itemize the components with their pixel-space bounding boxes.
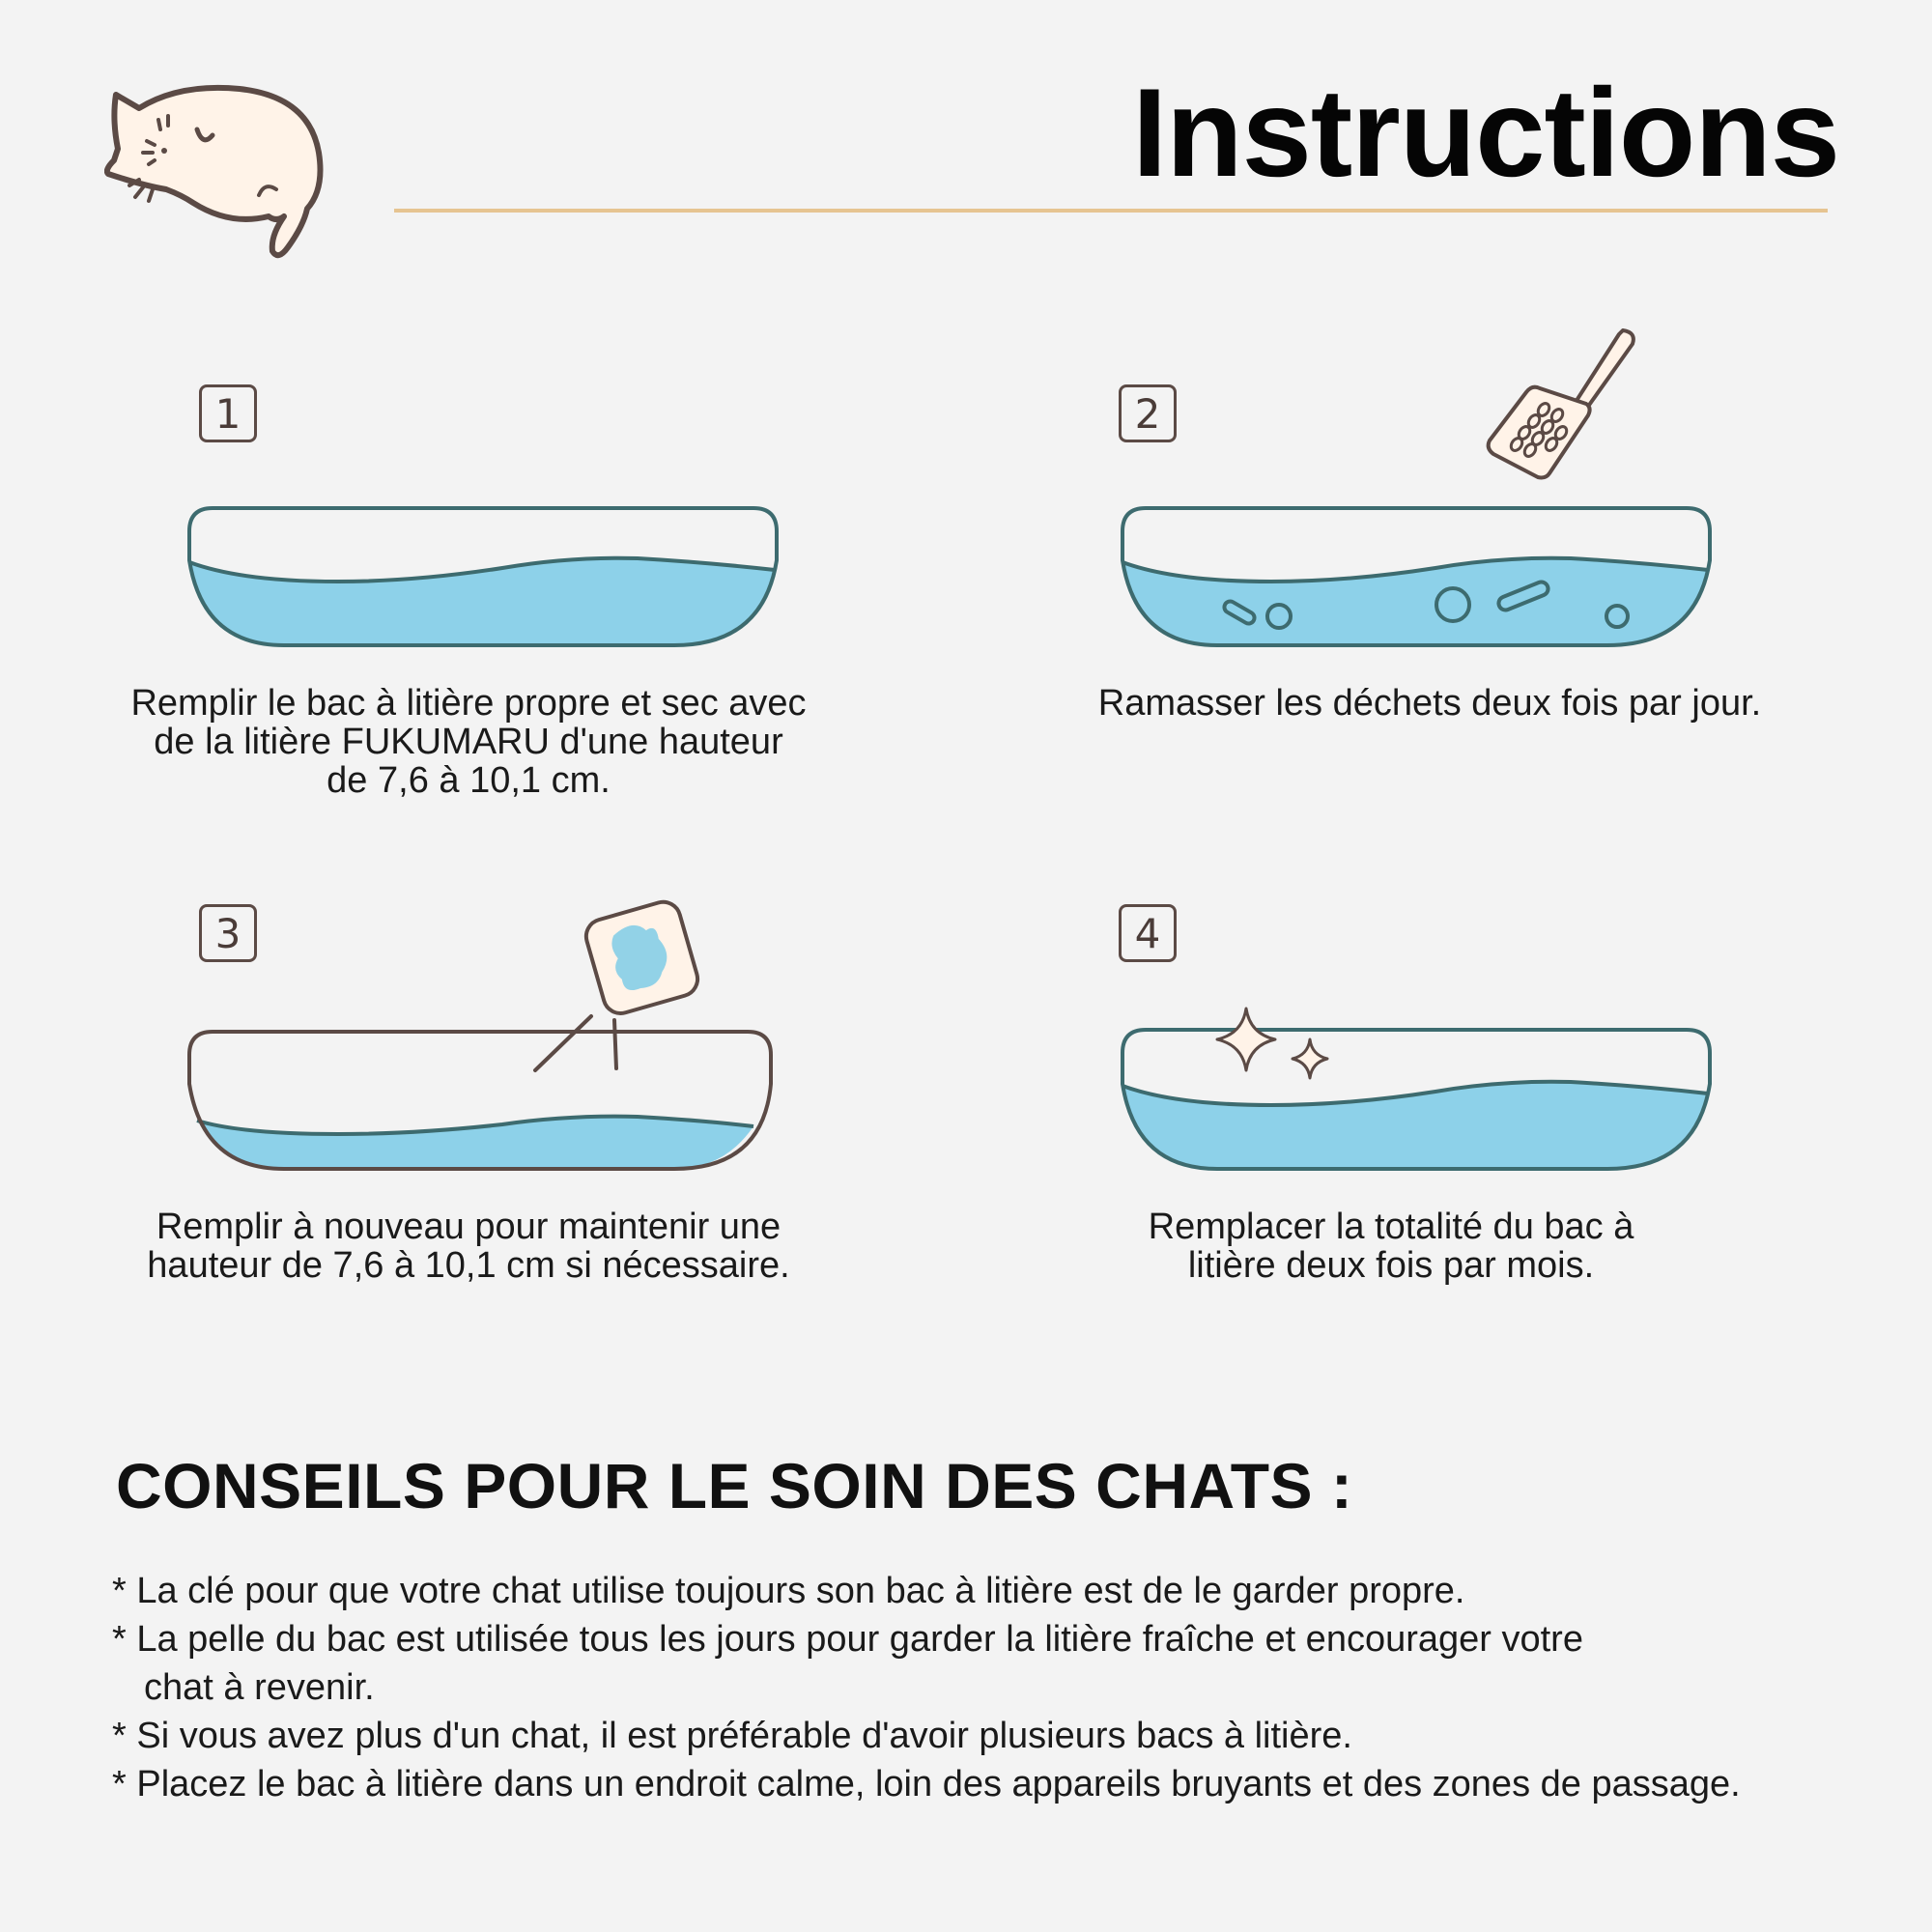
title-divider — [394, 209, 1828, 213]
caption-line: de 7,6 à 10,1 cm. — [327, 760, 611, 801]
step-1-badge: 1 — [199, 384, 257, 442]
step-1-caption — [77, 684, 860, 800]
step-2-tray-illustration — [1117, 502, 1721, 653]
step-3-badge: 3 — [199, 904, 257, 962]
tip-line: * Placez le bac à litière dans un endroit calme, loin des appareils bruyants et des zones de passage. — [112, 1764, 1741, 1804]
tip-line: * La clé pour que votre chat utilise toujours son bac à litière est de le garder propre. — [112, 1571, 1465, 1611]
caption-line: de la litière FUKUMARU d'une hauteur — [154, 722, 783, 762]
step-4-badge: 4 — [1119, 904, 1177, 962]
step-4-tray-illustration — [1117, 1024, 1721, 1179]
sparkle-icon — [1211, 1005, 1337, 1092]
tips-heading: CONSEILS POUR LE SOIN DES CHATS : — [116, 1450, 1353, 1521]
step-2-badge: 2 — [1119, 384, 1177, 442]
caption-line: litière deux fois par mois. — [1187, 1245, 1595, 1286]
step-3-caption — [97, 1208, 840, 1285]
caption-line: hauteur de 7,6 à 10,1 cm si nécessaire. — [147, 1245, 790, 1286]
cat-icon — [104, 81, 328, 265]
page-title: Instructions — [1132, 62, 1839, 203]
step-4-caption — [995, 1208, 1787, 1285]
caption-line: Remplir à nouveau pour maintenir une — [156, 1207, 781, 1247]
caption-line: Remplir le bac à litière propre et sec avec — [130, 683, 807, 724]
tip-line: * Si vous avez plus d'un chat, il est préférable d'avoir plusieurs bacs à litière. — [112, 1716, 1352, 1756]
tips-list — [112, 1567, 1741, 1808]
tip-line-continuation: chat à revenir. — [144, 1667, 375, 1708]
caption-line: Ramasser les déchets deux fois par jour. — [1097, 683, 1762, 724]
step-1-tray-illustration — [184, 502, 782, 653]
step-2-caption — [1024, 684, 1835, 723]
step-3-tray-illustration — [184, 1026, 777, 1177]
tip-line: * La pelle du bac est utilisée tous les jours pour garder la litière fraîche et encourager votre — [112, 1619, 1583, 1660]
caption-line: Remplacer la totalité du bac à — [1148, 1207, 1634, 1247]
scoop-icon — [1478, 325, 1642, 489]
